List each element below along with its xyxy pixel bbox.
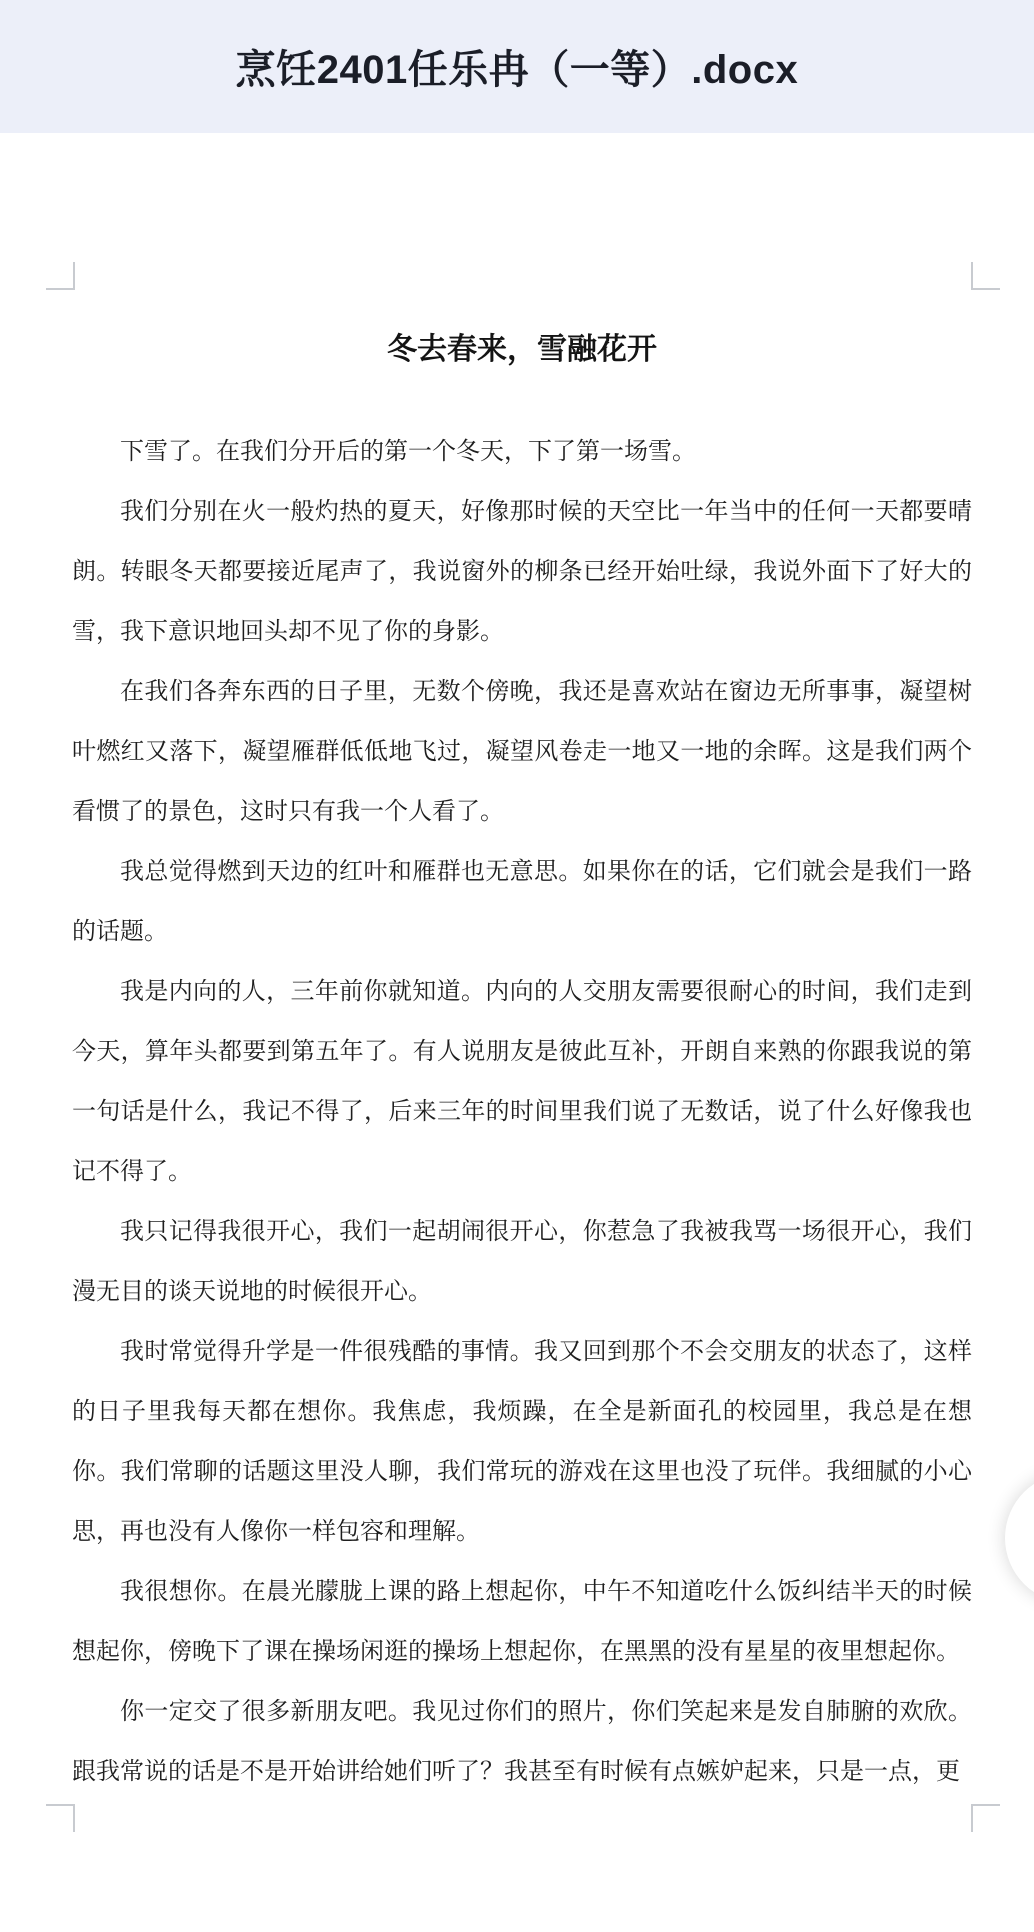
document-body — [72, 422, 972, 1802]
paragraph: 我很想你。在晨光朦胧上课的路上想起你，中午不知道吃什么饭纠结半天的时候想起你，傍晚下了课在操场闲逛的操场上想起你，在黑黑的没有星星的夜里想起你。 — [72, 1578, 972, 1665]
paragraph: 我只记得我很开心，我们一起胡闹很开心，你惹急了我被我骂一场很开心，我们漫无目的谈天说地的时候很开心。 — [72, 1218, 972, 1305]
paragraph: 在我们各奔东西的日子里，无数个傍晚，我还是喜欢站在窗边无所事事，凝望树叶燃红又落下，凝望雁群低低地飞过，凝望风卷走一地又一地的余晖。这是我们两个看惯了的景色，这时只有我一个人看了。 — [72, 678, 972, 825]
paragraph: 我是内向的人，三年前你就知道。内向的人交朋友需要很耐心的时间，我们走到今天，算年头都要到第五年了。有人说朋友是彼此互补，开朗自来熟的你跟我说的第一句话是什么，我记不得了，后来三年的时间里我们说了无数话，说了什么好像我也记不得了。 — [72, 978, 972, 1185]
paragraph: 我们分别在火一般灼热的夏天，好像那时候的天空比一年当中的任何一天都要晴朗。转眼冬天都要接近尾声了，我说窗外的柳条已经开始吐绿，我说外面下了好大的雪，我下意识地回头却不见了你的身影。 — [72, 498, 972, 645]
page-corner-mark-top-right — [971, 262, 1000, 290]
document-page — [72, 262, 972, 1802]
paragraph: 你一定交了很多新朋友吧。我见过你们的照片，你们笑起来是发自肺腑的欢欣。跟我常说的话是不是开始讲给她们听了？我甚至有时候有点嫉妒起来，只是一点，更 — [72, 1698, 972, 1785]
file-title: 烹饪2401任乐冉（一等）.docx — [235, 48, 799, 92]
floating-action-button[interactable] — [1005, 1473, 1034, 1603]
file-header — [0, 0, 1034, 133]
paragraph: 我时常觉得升学是一件很残酷的事情。我又回到那个不会交朋友的状态了，这样的日子里我每天都在想你。我焦虑，我烦躁，在全是新面孔的校园里，我总是在想你。我们常聊的话题这里没人聊，我们常玩的游戏在这里也没了玩伴。我细腻的小心思，再也没有人像你一样包容和理解。 — [72, 1338, 972, 1545]
paragraph: 我总觉得燃到天边的红叶和雁群也无意思。如果你在的话，它们就会是我们一路的话题。 — [72, 858, 972, 945]
page-corner-mark-bottom-left — [46, 1804, 75, 1832]
paragraph: 下雪了。在我们分开后的第一个冬天，下了第一场雪。 — [120, 438, 696, 465]
document-title: 冬去春来，雪融花开 — [387, 333, 657, 366]
page-corner-mark-top-left — [46, 262, 75, 290]
page-corner-mark-bottom-right — [971, 1804, 1000, 1832]
